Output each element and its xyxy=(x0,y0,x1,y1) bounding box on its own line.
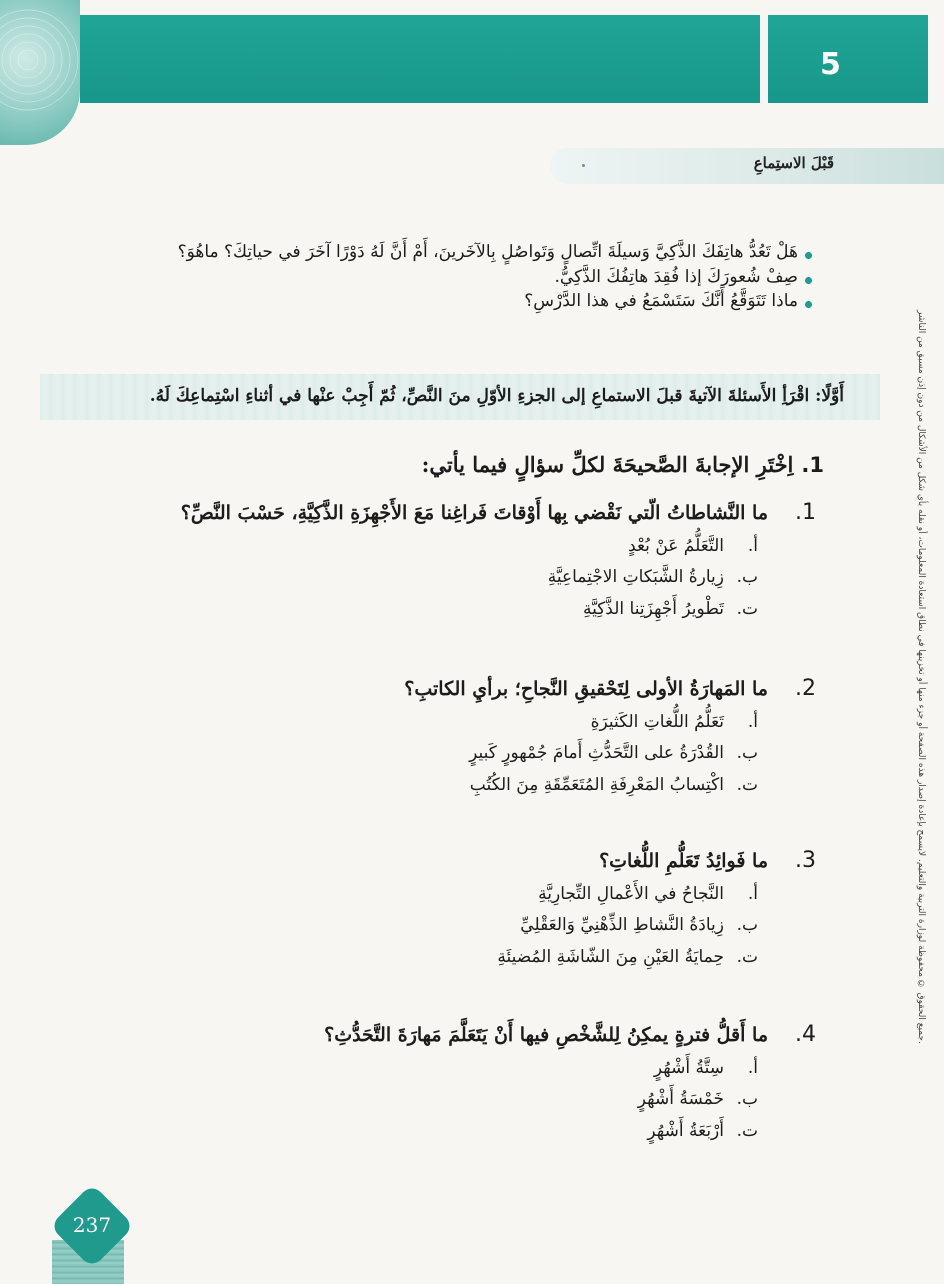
option-letter: ب. xyxy=(736,567,758,588)
option-letter: أ. xyxy=(747,712,758,732)
exercise-title: اِخْتَرِ الإجابةَ الصَّحيحَةَ لكلِّ سؤالٍ فيما يأتي: xyxy=(421,452,794,477)
intro-bullet: صِفْ شُعورَكَ إذا فُقِدَ هاتِفُكَ الذَّكِيُّ. xyxy=(92,265,812,290)
question-number: 3. xyxy=(795,848,816,873)
decorative-seal xyxy=(0,0,80,145)
question-text: ما فَوائِدُ تَعَلُّمِ اللُّغاتِ؟ xyxy=(599,850,768,872)
question-number: 2. xyxy=(795,676,816,701)
options-list xyxy=(116,707,758,801)
option-item[interactable] xyxy=(116,910,758,941)
option-letter: أ. xyxy=(747,536,758,556)
copyright-note: جميع الحقوق © محفوظة لوزارة التربية والتعليم. لايسمح بإعادة إصدار هذه الصفحة أو جزء منها أو تخزينها في نطاق استعادة المعلومات، أو نقله بأي شكل من الأشكال من دون إذن مسبق من الناشر. xyxy=(916,310,926,1044)
question-text: ما المَهارَةُ الأولى لِتَحْقيقِ النَّجاحِ؛ برأيِ الكاتبِ؟ xyxy=(404,678,768,700)
option-text: زِيارةُ الشَّبَكاتِ الاجْتِماعِيَّةِ xyxy=(547,567,724,588)
section-label-text: قَبْلَ الاستِماعِ xyxy=(753,154,834,172)
options-list xyxy=(116,1053,758,1147)
option-item[interactable] xyxy=(116,594,758,625)
option-letter: ب. xyxy=(736,1089,758,1110)
page-number: 237 xyxy=(72,1213,112,1237)
option-letter: ت. xyxy=(736,1120,758,1141)
question-text: ما أَقلُّ فترةٍ يمكِنُ لِلشَّخْصِ فيها أَنْ يَتَعَلَّمَ مَهارَةَ التَّحَدُّثِ؟ xyxy=(324,1024,768,1046)
option-item[interactable] xyxy=(116,707,758,738)
exercise-number: 1. xyxy=(801,453,824,477)
option-item[interactable] xyxy=(116,562,758,593)
option-text: سِتَّةُ أَشْهُرٍ xyxy=(653,1058,724,1078)
option-item[interactable] xyxy=(116,942,758,973)
seal-pattern-icon xyxy=(0,5,80,145)
instruction-text: أَوَّلًا: اقْرَأِ الأَسئلةَ الآتيةَ قبلَ الاستماعِ إلى الجزءِ الأوّلِ منَ النَّصِّ، ثُمّ أَجِبْ عنْها في أثناءِ اسْتِماعِكَ لَهُ. xyxy=(149,386,844,406)
question-2 xyxy=(116,676,816,801)
options-list xyxy=(116,531,758,625)
option-letter: ت. xyxy=(736,774,758,795)
exercise-heading xyxy=(124,452,824,477)
option-item[interactable] xyxy=(116,738,758,769)
option-item[interactable] xyxy=(116,879,758,910)
question-3 xyxy=(116,848,816,973)
option-text: تَعَلُّمُ اللُّغاتِ الكَثيرَةِ xyxy=(590,712,724,732)
question-number: 4. xyxy=(795,1022,816,1047)
option-text: حِمايَةُ العَيْنِ مِنَ الشّاشَةِ المُضيئَةِ xyxy=(497,946,724,967)
option-letter: أ. xyxy=(747,884,758,904)
option-letter: أ. xyxy=(747,1058,758,1078)
intro-bullet: هَلْ تَعُدُّ هاتِفَكَ الذَّكِيَّ وَسيلَةَ اتِّصالٍ وَتَواصُلٍ بِالآخَرينَ، أَمْ أَنَّ لَهُ دَوْرًا آخَرَ في حياتِكَ؟ ماهُوَ؟ xyxy=(92,240,812,265)
header-band xyxy=(80,15,760,103)
question-4 xyxy=(116,1022,816,1147)
option-text: النَّجاحُ في الأَعْمالِ التِّجارِيَّةِ xyxy=(538,884,724,904)
option-item[interactable] xyxy=(116,770,758,801)
option-item[interactable] xyxy=(116,1053,758,1084)
option-letter: ت. xyxy=(736,946,758,967)
option-text: التَّعَلُّمُ عَنْ بُعْدٍ xyxy=(628,536,724,556)
options-list xyxy=(116,879,758,973)
option-letter: ب. xyxy=(736,915,758,936)
option-text: خَمْسَةُ أَشْهُرٍ xyxy=(637,1089,724,1110)
option-item[interactable] xyxy=(116,531,758,562)
intro-bullet-list xyxy=(92,240,812,314)
option-text: زِيادَةُ النَّشاطِ الذِّهْنِيِّ وَالعَقْلِيِّ xyxy=(520,915,724,936)
intro-bullet: ماذا تَتَوَقَّعُ أَنَّكَ سَتَسْمَعُ في هذا الدَّرْسِ؟ xyxy=(92,289,812,314)
option-text: القُدْرَةُ على التَّحَدُّثِ أَمامَ جُمْهورٍ كَبيرٍ xyxy=(469,743,724,764)
option-item[interactable] xyxy=(116,1116,758,1147)
option-letter: ب. xyxy=(736,743,758,764)
option-text: اكْتِسابُ المَعْرِفَةِ المُتَعَمِّقَةِ مِنَ الكُتُبِ xyxy=(469,774,724,795)
question-number: 1. xyxy=(795,500,816,525)
unit-number: 5 xyxy=(768,15,928,103)
option-item[interactable] xyxy=(116,1084,758,1115)
option-letter: ت. xyxy=(736,598,758,619)
option-text: أَرْبَعَةُ أَشْهُرٍ xyxy=(647,1120,724,1141)
section-label xyxy=(550,148,944,184)
question-1 xyxy=(116,500,816,625)
option-text: تَطْويرُ أَجْهِزَتِنا الذَّكِيَّةِ xyxy=(582,598,724,619)
question-text: ما النَّشاطاتُ الّتي نَقْضي بِها أَوْقاتَ فَراغِنا مَعَ الأَجْهِزَةِ الذَّكِيَّةِ، حَسْبَ النَّصِّ؟ xyxy=(180,502,768,524)
